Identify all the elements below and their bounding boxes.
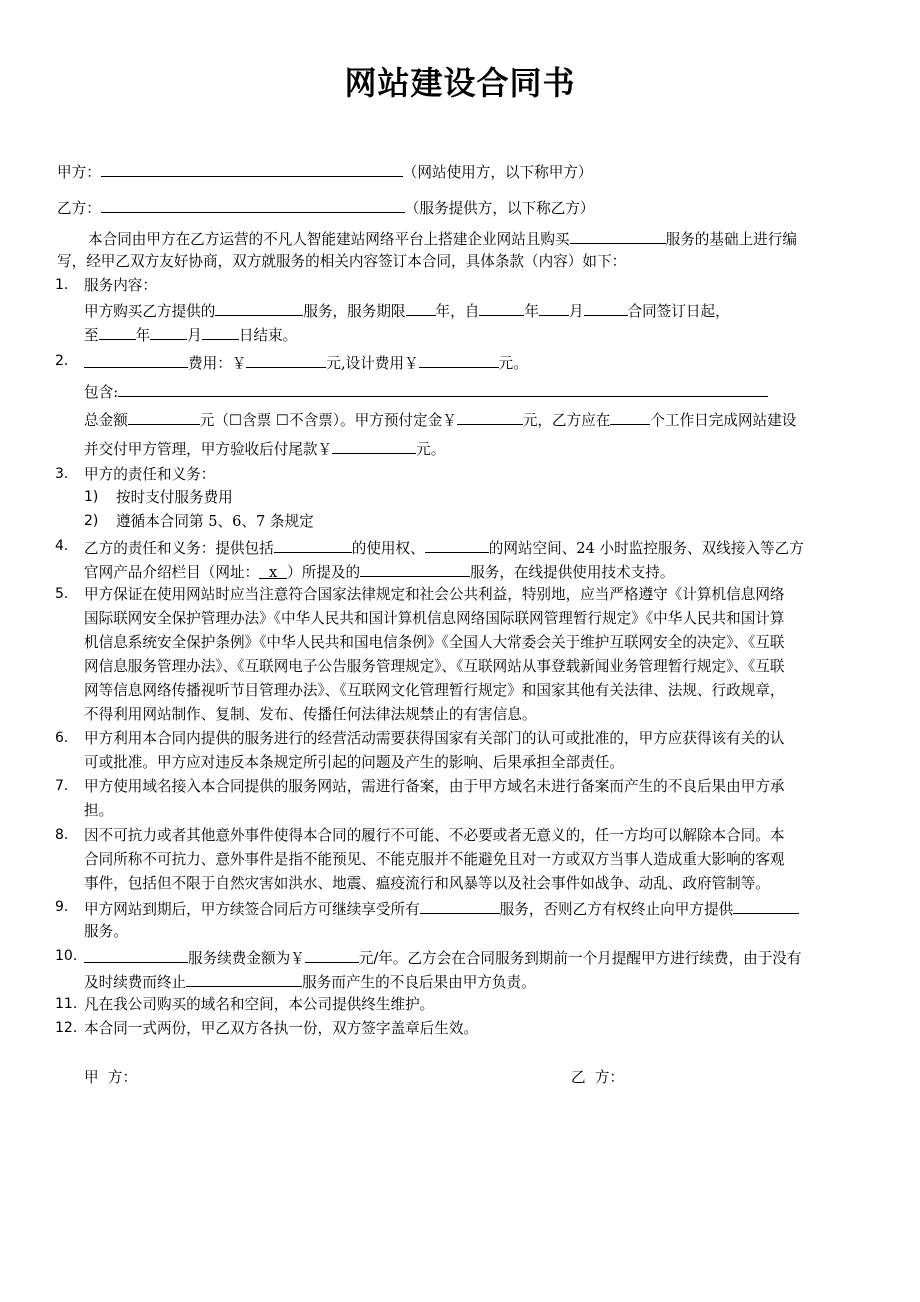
clause-7-line: 担。 (84, 802, 114, 819)
c9-terminate-blank[interactable] (733, 898, 799, 914)
party-b-note: （服务提供方，以下称乙方） (404, 200, 595, 217)
party-b-line (57, 197, 595, 219)
c4-text: ）所提及的 (287, 564, 361, 581)
c1-text: 年 (135, 327, 151, 344)
clause-2-line-4 (84, 438, 445, 460)
intro-text-1b: 服务的基础上进行编 (665, 231, 797, 248)
c1-text: 月 (568, 303, 584, 320)
c2-fee-blank[interactable] (246, 352, 326, 368)
c4-text: 的网站空间、24 小时监控服务、双线接入等乙方 (488, 540, 804, 557)
clause-7-line: 甲方使用域名接入本合同提供的服务网站，需进行备案，由于甲方域名未进行备案而产生的不良后果由甲方承 (84, 778, 785, 795)
clause-3-heading: 甲方的责任和义务： (84, 466, 216, 483)
c2-days-blank[interactable] (610, 409, 650, 425)
c1-text: 日结束。 (238, 327, 298, 344)
c9-service-blank[interactable] (420, 898, 500, 914)
c2-total-blank[interactable] (128, 409, 200, 425)
c4-url-blank[interactable]: x (259, 563, 287, 579)
c10-text: 服务而产生的不良后果由甲方负责。 (302, 974, 536, 991)
clause-6-number: 6. (55, 730, 69, 746)
c1-text: 月 (187, 327, 202, 344)
c9-text: 服务，否则乙方有权终止向甲方提供 (499, 901, 734, 918)
c10-service-blank[interactable] (186, 971, 302, 987)
c4-text: 服务，在线提供使用技术支持。 (470, 564, 675, 581)
c4-space-blank[interactable] (425, 537, 489, 553)
clause-10-line-1 (84, 947, 802, 969)
c4-text: 官网产品介绍栏目（网址： (84, 564, 260, 581)
clause-3-item-2-number: 2) (84, 513, 99, 529)
clause-2-line-3 (84, 409, 796, 431)
c4-service-blank[interactable] (360, 561, 470, 577)
intro-line-1 (88, 228, 797, 250)
clause-1-line-1 (84, 300, 730, 322)
party-a-signature-label: 甲 方： (84, 1069, 138, 1086)
c2-text: 费用：￥ (188, 355, 247, 372)
clause-11-number: 11. (55, 996, 78, 1012)
c2-text: 总金额 (84, 412, 128, 429)
clause-5-number: 5. (55, 586, 69, 602)
c10-renewal-fee-blank[interactable] (305, 947, 359, 963)
clause-8-line: 合同所称不可抗力、意外事件是指不能预见、不能克服并不能避免且对一方或双方当事人造成重大影响的客观 (84, 851, 785, 868)
clause-12-text: 本合同一式两份，甲乙双方各执一份，双方签字盖章后生效。 (84, 1020, 479, 1037)
c10-text: 及时续费而终止 (84, 974, 187, 991)
party-b-label: 乙方： (57, 200, 101, 217)
party-b-blank[interactable] (101, 197, 405, 213)
c1-from-day-blank[interactable] (584, 300, 628, 316)
c1-text: 年，自 (435, 303, 480, 320)
c2-text: 元,设计费用￥ (326, 355, 419, 372)
clause-5-line: 网等信息网络传播视听节目管理办法》、《互联网文化管理暂行规定》和国家其他有关法律、法规、行政规章， (84, 682, 785, 699)
clause-4-number: 4. (55, 538, 69, 554)
c2-text: 并交付甲方管理，甲方验收后付尾款￥ (84, 441, 333, 458)
clause-8-number: 8. (55, 827, 69, 843)
intro-text-1a: 本合同由甲方在乙方运营的不凡人智能建站网络平台上搭建企业网站且购买 (88, 231, 570, 248)
clause-8-line: 因不可抗力或者其他意外事件使得本合同的履行不可能、不必要或者无意义的，任一方均可以解除本合同。本 (84, 827, 785, 844)
clause-6-line: 可或批准。甲方应对违反本条规定所引起的问题及产生的影响、后果承担全部责任。 (84, 754, 624, 771)
party-a-line (57, 161, 593, 183)
c10-text: 元/年。乙方会在合同服务到期前一个月提醒甲方进行续费，由于没有 (358, 950, 802, 967)
clause-8-line: 事件，包括但不限于自然灾害如洪水、地震、瘟疫流行和风暴等以及社会事件如战争、动乱、政府管制等。 (84, 875, 770, 892)
c2-item-blank[interactable] (84, 352, 188, 368)
c2-text: 元。 (498, 355, 528, 372)
c2-includes-blank[interactable] (118, 381, 768, 397)
clause-5-line: 国际联网安全保护管理办法》《中华人民共和国计算机信息网络国际联网管理暂行规定》《中华人民共和国计算 (84, 610, 785, 627)
c1-text: 合同签订日起， (627, 303, 730, 320)
c1-from-month-blank[interactable] (539, 300, 569, 316)
clause-3-item-1-number: 1) (84, 489, 99, 505)
clause-5-line: 网信息服务管理办法》、《互联网电子公告服务管理规定》、《互联网站从事登载新闻业务管理暂行规定》、《互联 (84, 658, 785, 675)
c4-text: 的使用权、 (351, 540, 425, 557)
clause-2-line-2 (84, 381, 768, 403)
clause-4-line-2 (84, 561, 674, 583)
c2-balance-blank[interactable] (332, 438, 416, 454)
clause-3-number: 3. (55, 466, 69, 482)
c10-text: 服务续费金额为￥ (188, 950, 305, 967)
clause-12-number: 12. (55, 1020, 78, 1036)
c1-to-day-blank[interactable] (202, 324, 239, 340)
c1-text: 服务，服务期限 (303, 303, 406, 320)
c2-text: 元（☐含票 ☐不含票）。甲方预付定金￥ (199, 412, 457, 429)
c1-text: 至 (84, 327, 99, 344)
clause-1-number: 1. (55, 277, 69, 293)
clause-4-line-1 (84, 537, 804, 559)
party-a-note: （网站使用方，以下称甲方） (402, 164, 593, 181)
clause-11-text: 凡在我公司购买的域名和空间，本公司提供终生维护。 (84, 996, 435, 1013)
clause-9-line-2: 服务。 (84, 923, 128, 940)
c1-text: 甲方购买乙方提供的 (84, 303, 216, 320)
clause-7-number: 7. (55, 778, 69, 794)
c4-usage-blank[interactable] (274, 537, 352, 553)
clause-5-line: 机信息系统安全保护条例》《中华人民共和国电信条例》《全国人大常委会关于维护互联网安全的决定》、《互联 (84, 634, 785, 651)
party-a-blank[interactable] (101, 161, 403, 177)
clause-9-line-1 (84, 898, 799, 920)
clause-5-line: 甲方保证在使用网站时应当注意符合国家法律规定和社会公共利益，特别地，应当严格遵守《计算机信息网络 (84, 586, 785, 603)
c2-text: 元，乙方应在 (522, 412, 611, 429)
c1-service-blank[interactable] (215, 300, 303, 316)
party-a-label: 甲方： (57, 164, 101, 181)
clause-10-number: 10. (55, 948, 78, 964)
c1-text: 年 (524, 303, 539, 320)
c10-item-blank[interactable] (84, 947, 188, 963)
clause-6-line: 甲方利用本合同内提供的服务进行的经营活动需要获得国家有关部门的认可或批准的，甲方应获得该有关的认 (84, 730, 785, 747)
c1-from-year-blank[interactable] (479, 300, 524, 316)
c2-text: 包含: (84, 384, 119, 401)
c1-to-year-blank[interactable] (99, 324, 136, 340)
clause-5-line: 不得利用网站制作、复制、发布、传播任何法律法规禁止的有害信息。 (84, 706, 537, 723)
c2-design-fee-blank[interactable] (419, 352, 499, 368)
c1-years-blank[interactable] (406, 300, 436, 316)
intro-line-2: 写，经甲乙双方友好协商，双方就服务的相关内容签订本合同，具体条款（内容）如下： (57, 253, 627, 270)
c4-text: 乙方的责任和义务：提供包括 (84, 540, 274, 557)
clause-9-number: 9. (55, 899, 69, 915)
clause-3-item-2-text: 遵循本合同第 5、6、7 条规定 (116, 513, 314, 530)
clause-2-line-1 (84, 352, 528, 374)
clause-1-line-2 (84, 324, 297, 346)
c2-text: 元。 (416, 441, 446, 458)
intro-service-blank[interactable] (570, 228, 666, 244)
clause-3-item-1-text: 按时支付服务费用 (116, 489, 233, 506)
c9-text: 甲方网站到期后，甲方续签合同后方可继续享受所有 (84, 901, 420, 918)
c2-deposit-blank[interactable] (457, 409, 523, 425)
c1-to-month-blank[interactable] (150, 324, 187, 340)
document-title: 网站建设合同书 (344, 64, 576, 102)
clause-2-number: 2. (55, 353, 69, 369)
clause-1-heading: 服务内容： (84, 277, 157, 294)
c2-text: 个工作日完成网站建设 (650, 412, 797, 429)
clause-10-line-2 (84, 971, 536, 993)
party-b-signature-label: 乙 方： (571, 1069, 625, 1086)
